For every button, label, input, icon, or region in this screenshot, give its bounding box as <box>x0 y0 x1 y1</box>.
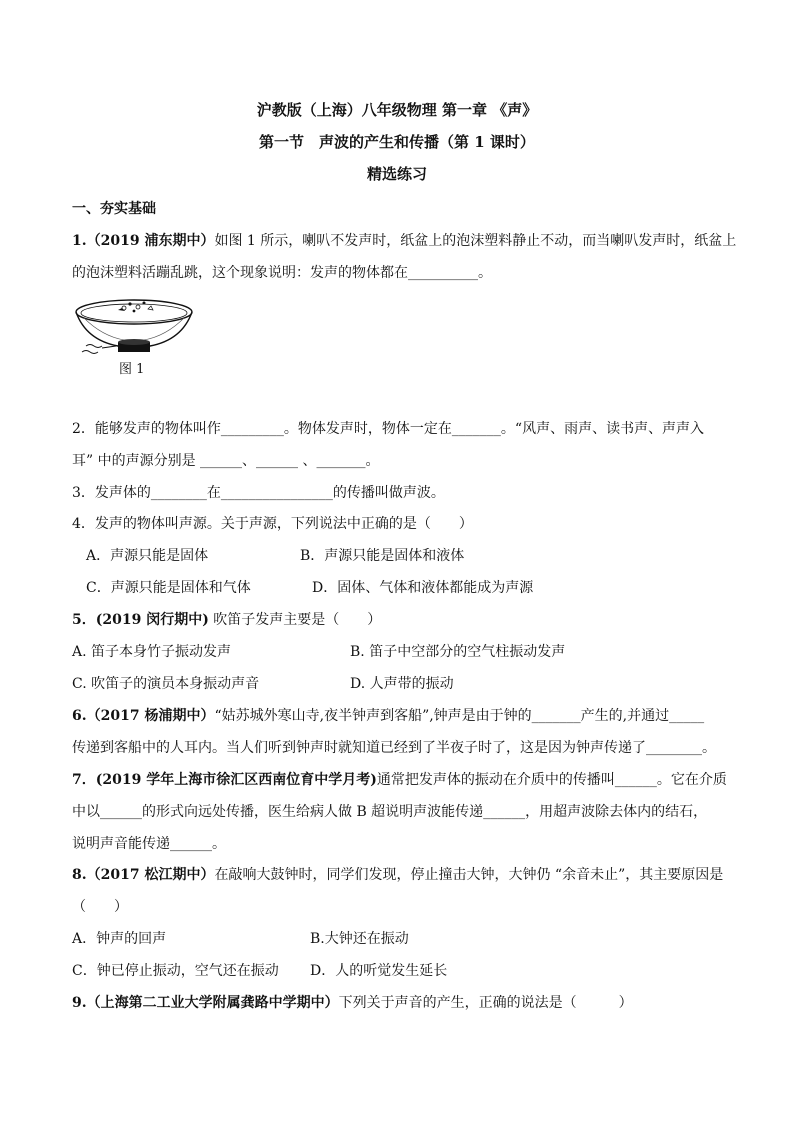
q8-line2: （ ） <box>72 899 128 915</box>
q1-text: 如图 1 所示，喇叭不发声时，纸盆上的泡沫塑料静止不动，而当喇叭发声时，纸盆上 <box>214 233 737 249</box>
q9-tag: 9.（上海第二工业大学附属龚路中学期中） <box>72 995 339 1011</box>
q8-line1 <box>72 865 723 885</box>
q8-option-c: C．钟已停止振动，空气还在振动 <box>72 963 279 979</box>
q5-option-d: D. 人声带的振动 <box>350 676 454 692</box>
doc-title: 沪教版（上海）八年级物理 第一章 《声》 <box>256 101 538 119</box>
q6-text: “姑苏城外寒山寺,夜半钟声到客船”,钟声是由于钟的_______产生的,并通过_____ <box>214 708 705 724</box>
speaker-figure <box>72 296 196 362</box>
q8-text: 在敲响大鼓钟时，同学们发现，停止撞击大钟，大钟仍 “余音未止”，其主要原因是 <box>214 867 724 883</box>
q4-option-a: A．声源只能是固体 <box>86 548 209 564</box>
q8-option-b: B.大钟还在振动 <box>310 931 409 947</box>
q5-option-c: C. 吹笛子的演员本身振动声音 <box>72 676 260 692</box>
q7-line2: 中以______的形式向远处传播，医生给病人做 B 超说明声波能传递______，用超声波除去体内的结石， <box>72 804 708 820</box>
q7-tag: 7．(2019 学年上海市徐汇区西南位育中学月考) <box>72 772 377 788</box>
q7-line3: 说明声音能传递______。 <box>72 836 226 852</box>
q1-line2: 的泡沫塑料活蹦乱跳，这个现象说明：发声的物体都在__________。 <box>72 265 492 281</box>
figure-caption: 图 1 <box>119 362 145 377</box>
doc-section-label: 精选练习 <box>366 165 427 183</box>
q1-tag: 1.（2019 浦东期中） <box>72 233 215 249</box>
q4-stem: 4．发声的物体叫声源。关于声源，下列说法中正确的是（ ） <box>72 516 473 532</box>
q1-line1 <box>72 231 736 251</box>
q7-line1 <box>72 770 727 790</box>
q4-option-d: D．固体、气体和液体都能成为声源 <box>312 580 534 596</box>
q5-stem: 吹笛子发声主要是（ ） <box>208 612 382 628</box>
q5-option-a: A. 笛子本身竹子振动发声 <box>72 644 232 660</box>
q2-line2: 耳” 中的声源分别是 ______、______ 、_______。 <box>72 453 380 469</box>
doc-subtitle: 第一节 声波的产生和传播（第 1 课时） <box>259 133 535 151</box>
q2-line1: 2．能够发声的物体叫作_________。物体发声时，物体一定在_______。“风声、雨声、读书声、声声入 <box>72 421 705 437</box>
q8-tag: 8.（2017 松江期中） <box>72 867 215 883</box>
q8-option-a: A．钟声的回声 <box>72 931 167 947</box>
q9-line1 <box>72 993 633 1013</box>
q5-stem-line <box>72 610 381 630</box>
q9-stem: 下列关于声音的产生，正确的说法是（ ） <box>338 995 633 1011</box>
q6-line1 <box>72 706 704 726</box>
q4-option-b: B．声源只能是固体和液体 <box>300 548 465 564</box>
q6-tag: 6.（2017 杨浦期中） <box>72 708 215 724</box>
q6-line2: 传递到客船中的人耳内。当人们听到钟声时就知道已经到了半夜子时了，这是因为钟声传递了________。 <box>72 740 716 756</box>
q7-text: 通常把发声体的振动在介质中的传播叫______。它在介质 <box>376 772 727 788</box>
section-heading: 一、夯实基础 <box>72 201 156 217</box>
q4-option-c: C．声源只能是固体和气体 <box>86 580 251 596</box>
q8-option-d: D．人的听觉发生延长 <box>310 963 448 979</box>
q3-line1: 3．发声体的________在________________的传播叫做声波。 <box>72 485 445 501</box>
q5-option-b: B. 笛子中空部分的空气柱振动发声 <box>350 644 566 660</box>
q5-tag: 5．(2019 闵行期中) <box>72 612 209 628</box>
